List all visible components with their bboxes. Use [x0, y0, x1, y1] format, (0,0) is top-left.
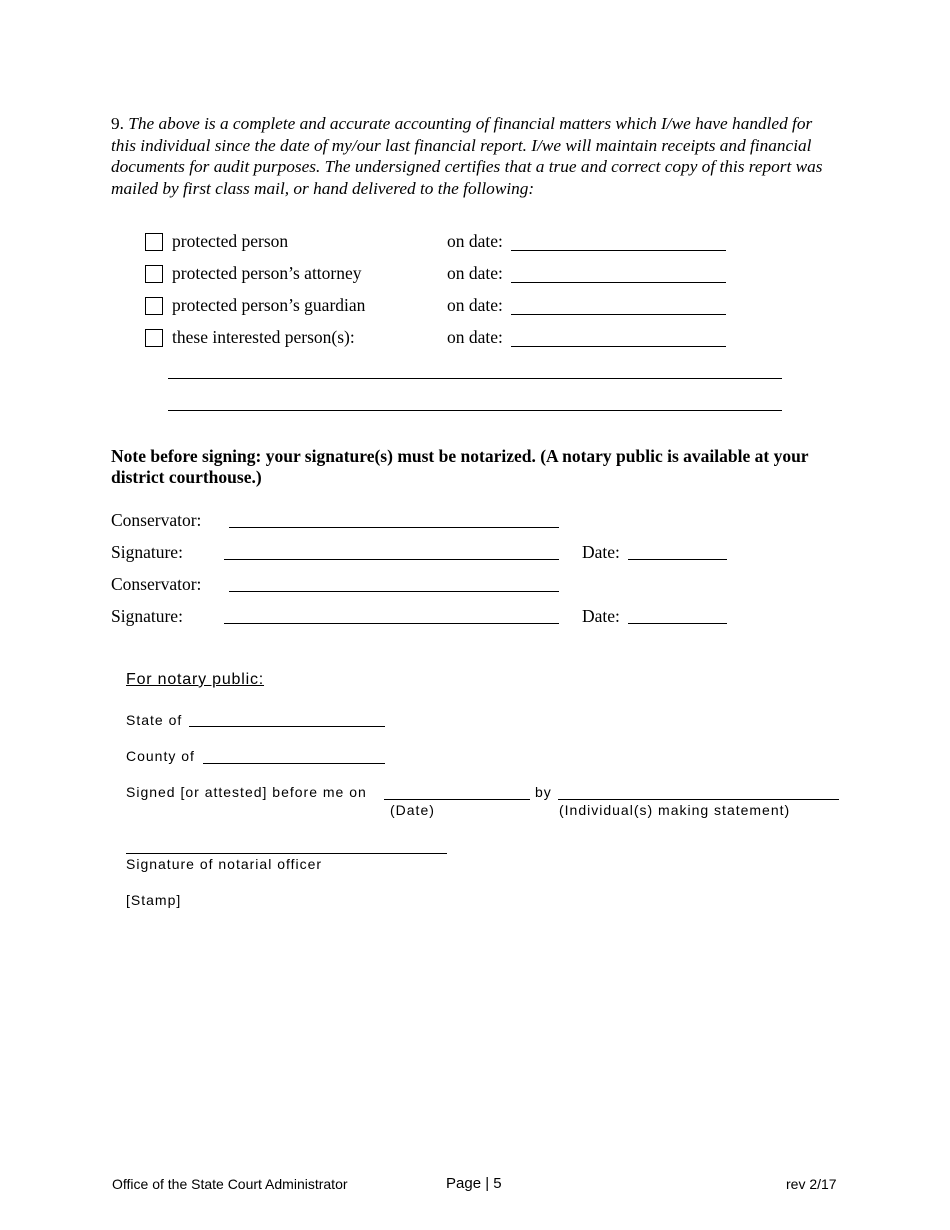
individual-field[interactable]: [558, 799, 839, 800]
certification-paragraph: [111, 113, 841, 199]
recipient-label: protected person: [172, 231, 289, 251]
footer-office: Office of the State Court Administrator: [112, 1176, 348, 1192]
date-field-2[interactable]: [628, 623, 727, 624]
interested-persons-line-2[interactable]: [168, 410, 782, 411]
notarization-note: Note before signing: your signature(s) must be notarized. (A notary public is available at your district courthouse.): [111, 446, 809, 487]
date-label-1: Date:: [582, 542, 620, 562]
recipient-label: these interested person(s):: [172, 327, 355, 347]
conservator-label-2: Conservator:: [111, 574, 202, 594]
checkbox-guardian[interactable]: [145, 297, 163, 315]
signature-field-1[interactable]: [224, 559, 559, 560]
interested-persons-line-1[interactable]: [168, 378, 782, 379]
on-date-label: on date:: [447, 295, 503, 315]
page-number: 5: [493, 1175, 502, 1192]
date-field-interested-persons[interactable]: [511, 346, 726, 347]
individual-caption: (Individual(s) making statement): [559, 802, 791, 818]
conservator-label-1: Conservator:: [111, 510, 202, 530]
footer-page: Page | 5: [446, 1175, 502, 1192]
conservator-field-2[interactable]: [229, 591, 559, 592]
date-field-attorney[interactable]: [511, 282, 726, 283]
conservator-field-1[interactable]: [229, 527, 559, 528]
signature-label-2: Signature:: [111, 606, 183, 626]
county-label: County of: [126, 748, 195, 764]
notary-heading: For notary public:: [126, 671, 265, 688]
county-field[interactable]: [203, 763, 385, 764]
signature-field-2[interactable]: [224, 623, 559, 624]
checkbox-interested-persons[interactable]: [145, 329, 163, 347]
date-field-1[interactable]: [628, 559, 727, 560]
signed-before-label: Signed [or attested] before me on: [126, 784, 367, 800]
stamp-label: [Stamp]: [126, 892, 182, 908]
date-caption: (Date): [390, 802, 435, 818]
checkbox-attorney[interactable]: [145, 265, 163, 283]
date-field-guardian[interactable]: [511, 314, 726, 315]
officer-caption: Signature of notarial officer: [126, 856, 323, 872]
notarial-officer-signature-field[interactable]: [126, 853, 447, 854]
date-field-protected-person[interactable]: [511, 250, 726, 251]
certification-text: The above is a complete and accurate accounting of financial matters which I/we have handled for this individual since the date of my/our last financial report. I/we will maintain receipts and financial documents for audit purposes. The undersigned certifies that a true and correct copy of this report was mailed by first class mail, or hand delivered to the following:: [111, 114, 823, 198]
footer-revision: rev 2/17: [786, 1176, 837, 1192]
state-label: State of: [126, 712, 183, 728]
recipient-label: protected person’s guardian: [172, 295, 366, 315]
on-date-label: on date:: [447, 231, 503, 251]
checkbox-protected-person[interactable]: [145, 233, 163, 251]
item-number: 9.: [111, 114, 124, 133]
on-date-label: on date:: [447, 327, 503, 347]
date-label-2: Date:: [582, 606, 620, 626]
by-label: by: [535, 784, 552, 800]
page-prefix: Page: [446, 1175, 482, 1192]
signed-date-field[interactable]: [384, 799, 530, 800]
on-date-label: on date:: [447, 263, 503, 283]
recipient-label: protected person’s attorney: [172, 263, 362, 283]
state-field[interactable]: [189, 726, 385, 727]
signature-label-1: Signature:: [111, 542, 183, 562]
